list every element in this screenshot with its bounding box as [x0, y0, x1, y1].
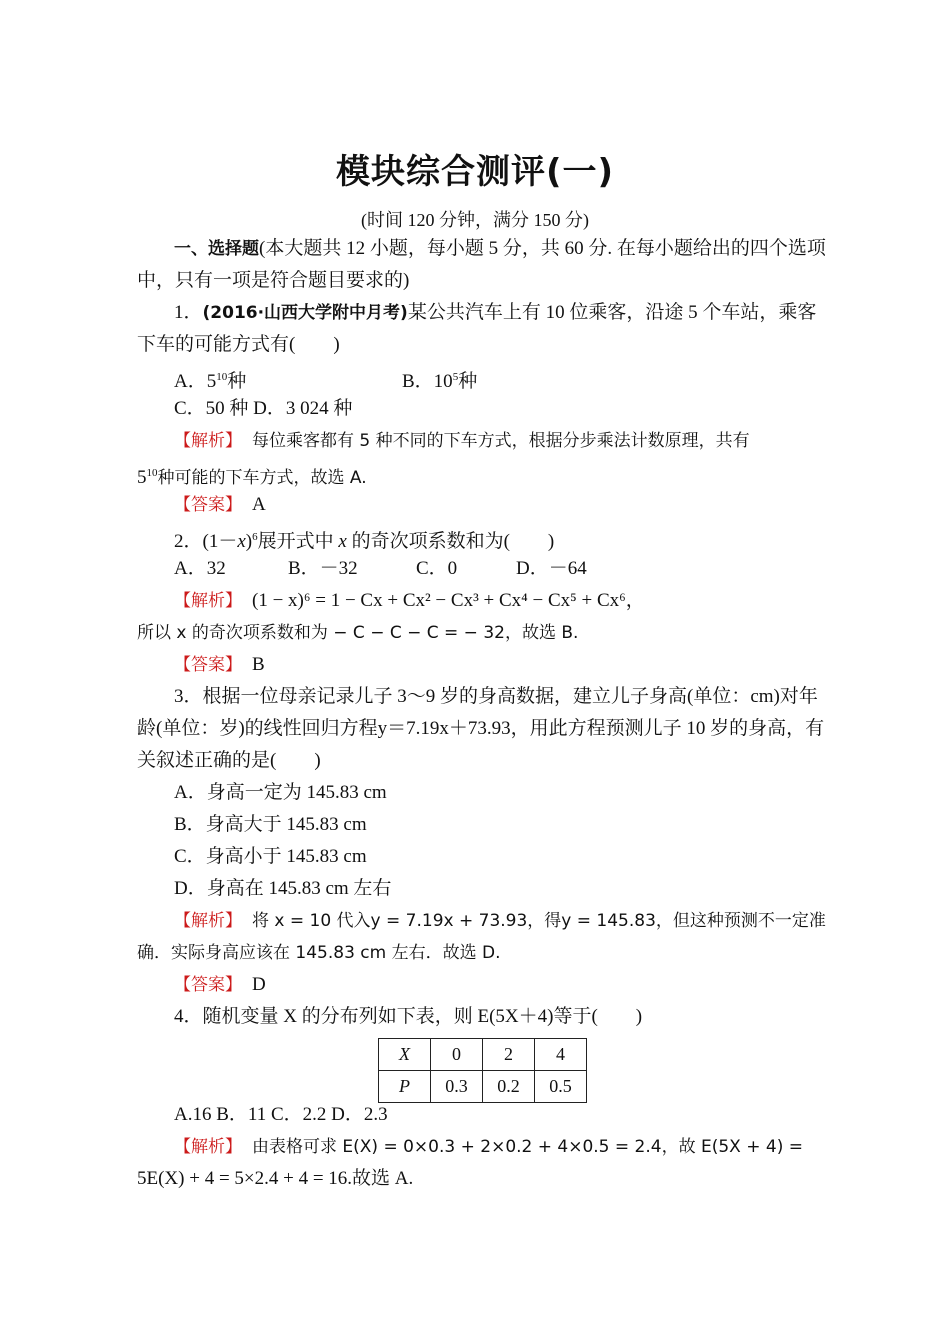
- question-4-analysis: 【解析】 由表格可求 E(X) = 0×0.3 + 2×0.2 + 4×0.5 = 2.4，故 E(5X + 4) =: [174, 1137, 803, 1157]
- section-description-cont: 中，只有一项是符合题目要求的): [137, 270, 410, 291]
- table-cell: P: [379, 1071, 431, 1103]
- question-3-option-c: C．身高小于 145.83 cm: [174, 846, 367, 867]
- distribution-table: [378, 1038, 587, 1103]
- question-2-option-b: B．－32: [288, 558, 358, 579]
- question-1-stem: [174, 300, 816, 326]
- question-2-analysis-cont: 所以 x 的奇次项系数和为 − C − C − C = − 32，故选 B.: [137, 623, 579, 643]
- question-1-option-b: B．$10^5$种: [402, 371, 478, 392]
- question-1-answer: 【答案】 A: [174, 494, 266, 515]
- question-3-stem-cont-2: 关叙述正确的是( ): [137, 750, 321, 771]
- analysis-label: 【解析】: [174, 431, 242, 451]
- table-cell: 0.5: [535, 1071, 587, 1103]
- table-cell: 0.3: [431, 1071, 483, 1103]
- question-4-analysis-cont: 5E(X) + 4 = 5×2.4 + 4 = 16.故选 A.: [137, 1168, 414, 1189]
- question-2-option-c: C．0: [416, 558, 458, 579]
- question-3-option-b: B．身高大于 145.83 cm: [174, 814, 367, 835]
- page-title: 模块综合测评(一): [335, 152, 615, 192]
- question-4-stem: 4．随机变量 X 的分布列如下表，则 E(5X＋4)等于( ): [174, 1006, 643, 1027]
- question-2-option-a: A．32: [174, 558, 226, 579]
- question-2-analysis: 【解析】 (1 − x)⁶ = 1 − Cx + Cx² − Cx³ + Cx⁴ − Cx⁵ + Cx⁶，: [174, 590, 645, 611]
- question-1-options-cd: C．50 种 D．3 024 种: [174, 398, 353, 419]
- question-4-options: A.16 B．11 C．2.2 D．2.3: [174, 1104, 388, 1125]
- question-2-answer: 【答案】 B: [174, 654, 265, 675]
- section-heading-line: [174, 236, 826, 262]
- question-3-analysis: 【解析】 将 x = 10 代入y = 7.19x + 73.93，得y = 145.83，但这种预测不一定准: [174, 911, 826, 931]
- table-cell: 2: [483, 1039, 535, 1071]
- table-cell: 4: [535, 1039, 587, 1071]
- question-text: 某公共汽车上有 10 位乘客，沿途 5 个车站，乘客: [407, 302, 817, 323]
- question-2-option-d: D．－64: [516, 558, 587, 579]
- question-3-analysis-cont: 确．实际身高应该在 145.83 cm 左右．故选 D.: [137, 943, 501, 963]
- question-1-analysis-cont: $5^{10}$种可能的下车方式，故选 A.: [137, 467, 367, 488]
- question-number: 1．: [174, 302, 203, 323]
- question-1-analysis: 【解析】 每位乘客都有 5 种不同的下车方式，根据分步乘法计数原理，共有: [174, 431, 750, 451]
- table-cell: X: [379, 1039, 431, 1071]
- question-3-stem-cont: 龄(单位：岁)的线性回归方程y＝7.19x＋73.93，用此方程预测儿子 10 岁的身高，有: [137, 718, 825, 739]
- section-heading: 一、选择题: [174, 239, 259, 259]
- table-row: [379, 1071, 587, 1103]
- question-3-answer: 【答案】 D: [174, 974, 266, 995]
- table-cell: 0.2: [483, 1071, 535, 1103]
- question-source: (2016·山西大学附中月考): [202, 303, 408, 323]
- question-1-option-a: A．$5^{10}$种: [174, 371, 247, 392]
- table-cell: 0: [431, 1039, 483, 1071]
- answer-label: 【答案】: [174, 495, 242, 515]
- question-3-stem: 3．根据一位母亲记录儿子 3～9 岁的身高数据，建立儿子身高(单位：cm)对年: [174, 686, 818, 707]
- section-description: (本大题共 12 小题，每小题 5 分，共 60 分. 在每小题给出的四个选项: [259, 238, 826, 259]
- exam-info: (时间 120 分钟，满分 150 分): [361, 210, 589, 230]
- question-2-stem: 2．$(1-x)^6$展开式中 x 的奇次项系数和为( ): [174, 531, 555, 552]
- table-row: [379, 1039, 587, 1071]
- question-1-stem-cont: 下车的可能方式有( ): [137, 334, 340, 355]
- question-3-option-a: A．身高一定为 145.83 cm: [174, 782, 387, 803]
- question-3-option-d: D．身高在 145.83 cm 左右: [174, 878, 392, 899]
